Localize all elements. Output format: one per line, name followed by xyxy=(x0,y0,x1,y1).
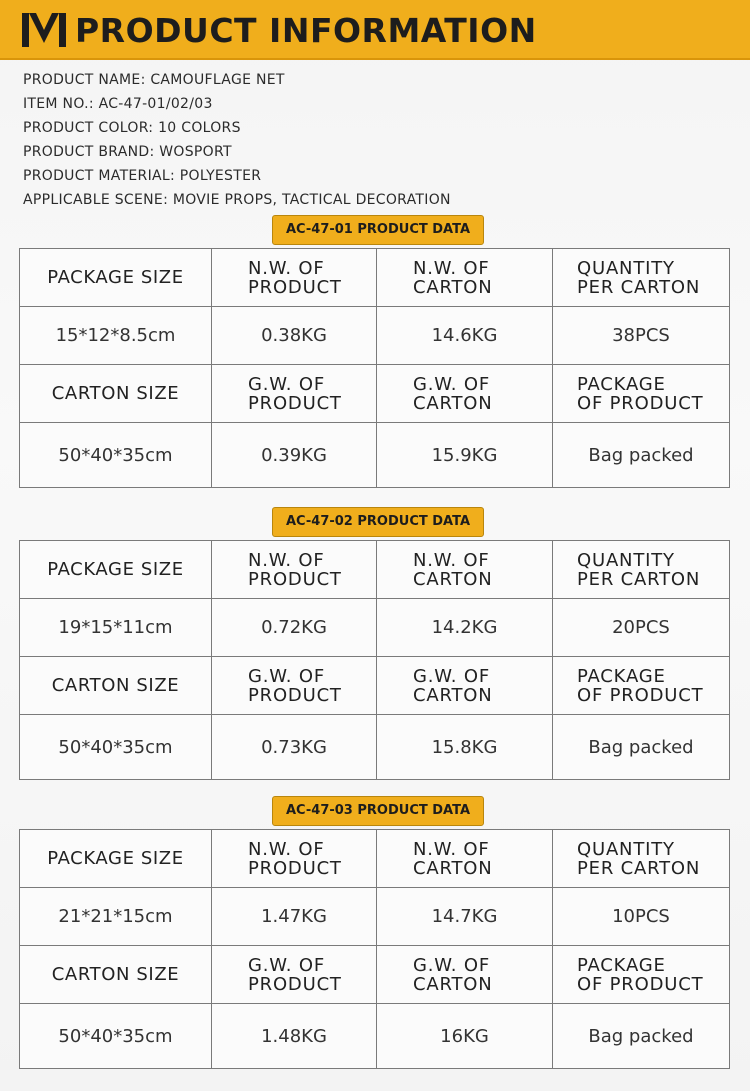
product-brand: PRODUCT BRAND: WOSPORT xyxy=(23,144,232,160)
applicable-scene: APPLICABLE SCENE: MOVIE PROPS, TACTICAL DECORATION xyxy=(23,192,451,208)
value-package: Bag packed xyxy=(553,715,730,780)
product-data-table xyxy=(19,248,730,488)
label-package-product: PACKAGE OF PRODUCT xyxy=(553,365,730,423)
label-nw-product: N.W. OF PRODUCT xyxy=(212,830,377,888)
label-qty-carton: QUANTITY PER CARTON xyxy=(553,541,730,599)
label-nw-product: N.W. OF PRODUCT xyxy=(212,541,377,599)
value-gw-product: 0.39KG xyxy=(212,423,377,488)
label-gw-carton: G.W. OF CARTON xyxy=(377,946,553,1004)
label-gw-product: G.W. OF PRODUCT xyxy=(212,946,377,1004)
table-row xyxy=(20,946,730,1004)
label-qty-carton: QUANTITY PER CARTON xyxy=(553,830,730,888)
table-row xyxy=(20,249,730,307)
value-package-size: 19*15*11cm xyxy=(20,599,212,657)
label-nw-carton: N.W. OF CARTON xyxy=(377,830,553,888)
label-package-size: PACKAGE SIZE xyxy=(20,541,212,599)
page-title: PRODUCT INFORMATION xyxy=(75,11,537,50)
value-carton-size: 50*40*35cm xyxy=(20,1004,212,1069)
table-row xyxy=(20,365,730,423)
value-nw-carton: 14.2KG xyxy=(377,599,553,657)
table-row xyxy=(20,830,730,888)
value-nw-product: 1.47KG xyxy=(212,888,377,946)
label-nw-carton: N.W. OF CARTON xyxy=(377,249,553,307)
product-info-list xyxy=(23,68,451,212)
label-package-size: PACKAGE SIZE xyxy=(20,830,212,888)
product-name: PRODUCT NAME: CAMOUFLAGE NET xyxy=(23,72,285,88)
value-nw-carton: 14.7KG xyxy=(377,888,553,946)
label-nw-product: N.W. OF PRODUCT xyxy=(212,249,377,307)
table-row xyxy=(20,888,730,946)
value-gw-product: 1.48KG xyxy=(212,1004,377,1069)
label-package-product: PACKAGE OF PRODUCT xyxy=(553,657,730,715)
product-material: PRODUCT MATERIAL: POLYESTER xyxy=(23,168,262,184)
value-nw-carton: 14.6KG xyxy=(377,307,553,365)
section-title-badge: AC-47-01 PRODUCT DATA xyxy=(272,215,484,245)
value-qty-carton: 20PCS xyxy=(553,599,730,657)
value-gw-carton: 16KG xyxy=(377,1004,553,1069)
value-package: Bag packed xyxy=(553,1004,730,1069)
label-carton-size: CARTON SIZE xyxy=(20,657,212,715)
label-carton-size: CARTON SIZE xyxy=(20,946,212,1004)
value-carton-size: 50*40*35cm xyxy=(20,423,212,488)
label-gw-product: G.W. OF PRODUCT xyxy=(212,365,377,423)
table-row xyxy=(20,599,730,657)
table-row xyxy=(20,657,730,715)
section-title-badge: AC-47-03 PRODUCT DATA xyxy=(272,796,484,826)
value-nw-product: 0.38KG xyxy=(212,307,377,365)
value-package: Bag packed xyxy=(553,423,730,488)
table-row xyxy=(20,715,730,780)
product-data-table xyxy=(19,540,730,780)
label-carton-size: CARTON SIZE xyxy=(20,365,212,423)
label-qty-carton: QUANTITY PER CARTON xyxy=(553,249,730,307)
product-color: PRODUCT COLOR: 10 COLORS xyxy=(23,120,241,136)
product-data-table xyxy=(19,829,730,1069)
section-title-badge: AC-47-02 PRODUCT DATA xyxy=(272,507,484,537)
header-banner xyxy=(0,0,750,60)
value-package-size: 15*12*8.5cm xyxy=(20,307,212,365)
value-gw-carton: 15.8KG xyxy=(377,715,553,780)
item-number: ITEM NO.: AC-47-01/02/03 xyxy=(23,96,213,112)
table-row xyxy=(20,423,730,488)
label-package-size: PACKAGE SIZE xyxy=(20,249,212,307)
table-row xyxy=(20,1004,730,1069)
label-nw-carton: N.W. OF CARTON xyxy=(377,541,553,599)
value-nw-product: 0.72KG xyxy=(212,599,377,657)
label-gw-product: G.W. OF PRODUCT xyxy=(212,657,377,715)
value-qty-carton: 38PCS xyxy=(553,307,730,365)
label-gw-carton: G.W. OF CARTON xyxy=(377,365,553,423)
table-row xyxy=(20,307,730,365)
table-row xyxy=(20,541,730,599)
label-gw-carton: G.W. OF CARTON xyxy=(377,657,553,715)
value-gw-carton: 15.9KG xyxy=(377,423,553,488)
value-carton-size: 50*40*35cm xyxy=(20,715,212,780)
value-qty-carton: 10PCS xyxy=(553,888,730,946)
value-gw-product: 0.73KG xyxy=(212,715,377,780)
label-package-product: PACKAGE OF PRODUCT xyxy=(553,946,730,1004)
value-package-size: 21*21*15cm xyxy=(20,888,212,946)
w-logo-icon xyxy=(22,13,66,47)
